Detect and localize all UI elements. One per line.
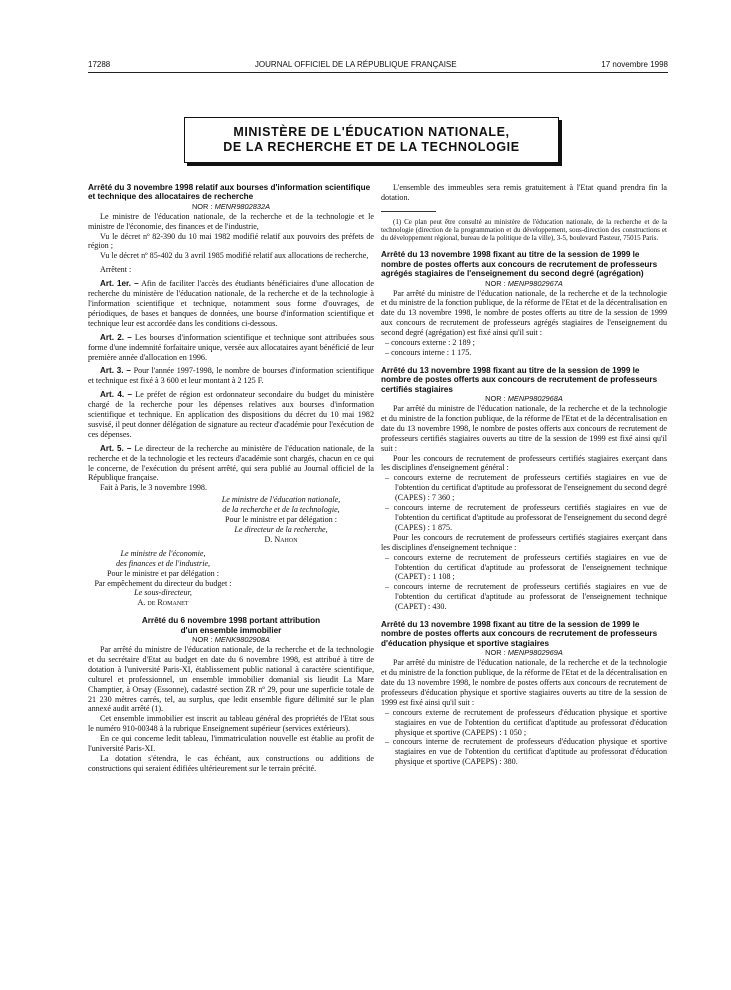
journal-title: JOURNAL OFFICIEL DE LA RÉPUBLIQUE FRANÇAISE xyxy=(254,60,457,69)
paragraph: Pour les concours de recrutement de professeurs certifiés stagiaires exerçant dans les disciplines d'enseignement technique : xyxy=(381,532,667,552)
arretent: Arrêtent : xyxy=(100,265,132,275)
article-3 xyxy=(88,366,374,386)
decree-title-immobilier-l2: d'un ensemble immobilier xyxy=(180,625,282,635)
article-label: Art. 4. – xyxy=(100,390,133,400)
nor-code: MENP9802967A xyxy=(507,278,563,288)
ministry-line-1: MINISTÈRE DE L'ÉDUCATION NATIONALE, xyxy=(233,125,510,139)
paragraph: L'ensemble des immeubles sera remis gratuitement à l'Etat quand prendra fin la dotation. xyxy=(381,183,667,202)
signature-block-2 xyxy=(88,549,238,608)
nor-code: MENP9802968A xyxy=(507,394,563,404)
signature-line: des finances et de l'industrie, xyxy=(115,558,211,568)
paragraph: Pour les concours de recrutement de professeurs certifiés stagiaires exerçant dans les disciplines d'enseignement général : xyxy=(381,453,667,473)
paragraph: Vu le décret nº 85-402 du 3 avril 1985 modifié relatif aux allocations de recherche, xyxy=(100,251,369,261)
ministry-box xyxy=(184,117,559,163)
paragraph: Par arrêté du ministre de l'éducation nationale, de la recherche et de la technologie et du secrétaire d'Etat au budget en date du 6 novembre 1998, est attribué à titre de dotation à l'université Paris-XI, établissement public national à caractère scientifique, culturel et professionnel, un ensemble immobilier domanial sis lieudit La Mare Champtier, à Orsay (Essonne), cadastré section ZR nº 29, pour une superficie totale de 21 230 mètres carrés, tel, au surplus, que ledit ensemble figure délimité sur le plan annexé audit arrêté (1). xyxy=(88,644,374,714)
fait-a-paris: Fait à Paris, le 3 novembre 1998. xyxy=(100,483,207,493)
article-text: Les bourses d'information scientifique et technique sont attribuées sous forme d'une indemnité forfaitaire unique, versée aux allocataires ayant bénéficié de leur première année d'allocation en 1996. xyxy=(88,332,374,362)
nor-label: NOR : xyxy=(485,394,506,404)
page-header xyxy=(88,60,668,69)
nor-code: MENP9802969A xyxy=(507,648,563,658)
ministry-line-2: DE LA RECHERCHE ET DE LA TECHNOLOGIE xyxy=(223,140,520,154)
list-item: – concours interne de recrutement de professeurs d'éducation physique et sportive stagiaires en vue de l'obtention du certificat d'aptitude au professorat d'éducation physique et sportive (CAPEPS) : 380. xyxy=(385,737,667,767)
list-item: – concours externe de recrutement de professeurs certifiés stagiaires en vue de l'obtention du certificat d'aptitude au professorat de l'enseignement technique (CAPET) : 1 108 ; xyxy=(385,552,667,582)
signatory-name: A. de Romanet xyxy=(137,598,189,608)
issue-date: 17 novembre 1998 xyxy=(601,60,668,69)
header-rule xyxy=(88,72,668,73)
nor-label: NOR : xyxy=(191,201,213,211)
nor-reference xyxy=(381,394,667,404)
article-label: Art. 2. – xyxy=(100,332,132,342)
article-5 xyxy=(88,444,374,484)
list-item: – concours externe : 2 189 ; xyxy=(385,338,475,348)
article-label: Art. 1er. – xyxy=(100,279,139,289)
decree-title-eps: Arrêté du 13 novembre 1998 fixant au titre de la session de 1999 le nombre de postes offerts aux concours de recrutement de professeurs d'éducation physique et sportive stagiaires xyxy=(381,620,658,648)
list-item: – concours externe de recrutement de professeurs d'éducation physique et sportive stagiaires en vue de l'obtention du certificat d'aptitude au professorat d'éducation physique et sportive (CAPEPS) : 1 050 ; xyxy=(385,707,667,737)
page-number: 17288 xyxy=(88,60,111,69)
article-2 xyxy=(88,333,374,363)
signature-line: Le ministre de l'économie, xyxy=(120,548,206,558)
paragraph: Par arrêté du ministre de l'éducation nationale, de la recherche et de la technologie et du ministre de la fonction publique, de la réforme de l'Etat et de la décentralisation en date du 13 novembre 1998, le nombre de postes offerts aux concours de recrutement de professeurs certifiés stagiaires ouverts au titre de la session de 1999 est fixé ainsi qu'il suit : xyxy=(381,404,667,453)
nor-code: MENK9802908A xyxy=(214,635,270,645)
decree-title-immobilier-l1: Arrêté du 6 novembre 1998 portant attribution xyxy=(141,616,321,626)
list-item: – concours interne de recrutement de professeurs certifiés stagiaires en vue de l'obtention du certificat d'aptitude au professorat de l'enseignement du second degré (CAPES) : 1 875. xyxy=(385,503,667,532)
signature-line: Pour le ministre et par délégation : xyxy=(225,515,337,525)
paragraph: Vu le décret nº 82-390 du 10 mai 1982 modifié relatif aux pouvoirs des préfets de région ; xyxy=(88,231,374,251)
decree-title-bourses: Arrêté du 3 novembre 1998 relatif aux bourses d'information scientifique et technique des allocataires de recherche xyxy=(88,183,371,202)
signature-line: Le ministre de l'éducation nationale, xyxy=(221,495,341,505)
nor-label: NOR : xyxy=(485,278,506,288)
article-1 xyxy=(88,279,374,329)
nor-reference xyxy=(381,648,667,658)
signature-line: Pour le ministre et par délégation : xyxy=(107,568,219,578)
paragraph: Par arrêté du ministre de l'éducation nationale, de la recherche et de la technologie et du ministre de la fonction publique, de la réforme de l'Etat et de la décentralisation en date du 13 novembre 1998, le nombre de postes offerts au titre de la session de 1999 aux concours de recrutement de professeurs agrégés stagiaires de l'enseignement du second degré (agrégation) est fixé ainsi qu'il suit : xyxy=(381,288,667,338)
list-item: – concours interne de recrutement de professeurs certifiés stagiaires en vue de l'obtention du certificat d'aptitude au professorat de l'enseignement technique (CAPET) : 430. xyxy=(385,582,667,612)
signatory-name: D. Nahon xyxy=(264,534,298,544)
article-label: Art. 5. – xyxy=(100,443,132,453)
article-text: Le préfet de région est ordonnateur secondaire du budget du ministère chargé de la recherche pour les dépenses relatives aux bourses d'information scientifique et technique. En application des dispositions du décret du 10 mai 1982 susvisé, il peut donner délégation de signature au recteur d'académie pour l'exécution de ces dépenses. xyxy=(88,390,374,439)
article-label: Art. 3. – xyxy=(100,366,131,376)
nor-reference xyxy=(88,202,374,212)
footnote-rule xyxy=(381,211,436,212)
article-text: Afin de faciliter l'accès des étudiants bénéficiaires d'une allocation de recherche du ministère de l'éducation nationale, de la recherche et de la technologie à l'information scientifique et technique, notamment sous forme d'ouvrages, de périodiques, de bases et banques de données, une bourse d'information scientifique et technique leur est accordée dans les conditions ci-dessous. xyxy=(88,279,375,328)
signature-line: de la recherche et de la technologie, xyxy=(222,505,340,515)
decree-title-agregation: Arrêté du 13 novembre 1998 fixant au titre de la session de 1999 le nombre de postes offerts aux concours de recrutement de professeurs agrégés stagiaires de l'enseignement du second degré (agrégation) xyxy=(381,250,658,279)
decree-title-certifies: Arrêté du 13 novembre 1998 fixant au titre de la session de 1999 le nombre de postes offerts aux concours de recrutement de professeurs certifiés stagiaires xyxy=(381,365,658,394)
nor-code: MENR9802832A xyxy=(214,201,271,211)
paragraph: Cet ensemble immobilier est inscrit au tableau général des propriétés de l'Etat sous le numéro 910-00348 à la rubrique Enseignement supérieur (services extérieurs). xyxy=(88,714,374,734)
article-text: Le directeur de la recherche au ministère de l'éducation nationale, de la recherche et de la technologie et les recteurs d'académie sont chargés, chacun en ce qui le concerne, de l'exécution du présent arrêté, qui sera publié au Journal officiel de la République française. xyxy=(88,443,374,483)
article-text: Pour l'année 1997-1998, le nombre de bourses d'information scientifique et technique est fixé à 3 600 et leur montant à 2 125 F. xyxy=(88,366,374,386)
paragraph: Le ministre de l'éducation nationale, de la recherche et de la technologie et le ministre de l'économie, des finances et de l'industrie, xyxy=(88,211,374,231)
signature-block-1 xyxy=(188,495,374,545)
paragraph: Par arrêté du ministre de l'éducation nationale, de la recherche et de la technologie et du ministre de la fonction publique, de la réforme de l'Etat et de la décentralisation en date du 13 novembre 1998, le nombre de postes offerts aux concours de recrutement de professeurs d'éducation physique et sportive stagiaires ouverts au titre de la session de 1999 est fixé ainsi qu'il suit : xyxy=(381,658,667,707)
right-column xyxy=(381,183,667,767)
signature-line: Le sous-directeur, xyxy=(134,588,192,598)
signature-line: Le directeur de la recherche, xyxy=(234,525,328,534)
list-item: – concours externe de recrutement de professeurs certifiés stagiaires en vue de l'obtention du certificat d'aptitude au professorat de l'enseignement du second degré (CAPES) : 7 360 ; xyxy=(385,473,667,503)
nor-label: NOR : xyxy=(485,648,506,658)
paragraph: En ce qui concerne ledit tableau, l'immatriculation nouvelle est établie au profit de l'université Paris-XI. xyxy=(88,734,374,754)
nor-reference xyxy=(381,279,667,289)
article-4 xyxy=(88,390,374,440)
footnote: (1) Ce plan peut être consulté au ministère de l'éducation nationale, de la recherche et de la technologie (direction de la programmation et du développement, sous-direction des constructions et du développement régional, bureau de la politique de la ville), 3-5, boulevard Pasteur, 75015 Paris. xyxy=(381,217,667,243)
paragraph: La dotation s'étendra, le cas échéant, aux constructions ou additions de constructions qui seraient édifiées ultérieurement sur le terrain précité. xyxy=(88,753,374,773)
left-column xyxy=(88,183,374,774)
list-item: – concours interne : 1 175. xyxy=(385,347,472,357)
nor-reference xyxy=(88,635,374,645)
nor-label: NOR : xyxy=(192,635,213,645)
signature-line: Par empêchement du directeur du budget : xyxy=(94,578,232,588)
